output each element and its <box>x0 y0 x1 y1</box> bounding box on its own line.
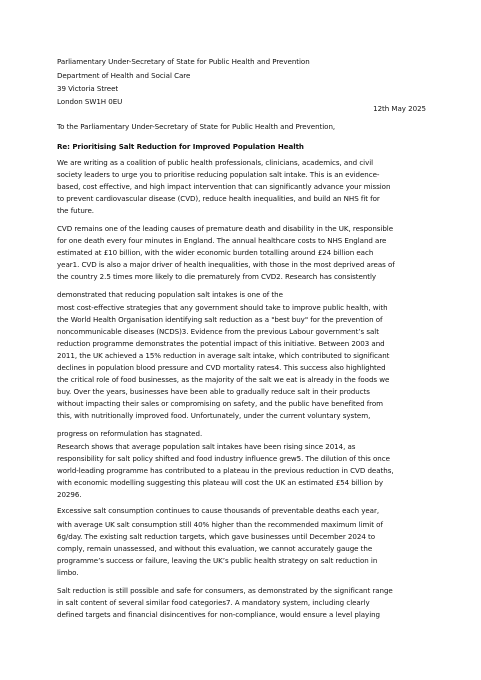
body-line: responsibility for salt policy shifted and food industry influence grew5. The dilution of this once <box>57 454 390 463</box>
body-line: 6g/day. The existing salt reduction targets, which gave businesses until December 2024 to <box>57 532 376 541</box>
body-line: year1. CVD is also a major driver of health inequalities, with those in the most deprived areas of <box>57 260 395 269</box>
recipient-city: London SW1H 0EU <box>57 97 123 106</box>
body-line: reduction programme demonstrates the potential impact of this initiative. Between 2003 and <box>57 339 385 348</box>
body-line: limbo. <box>57 568 79 577</box>
body-line: progress on reformulation has stagnated. <box>57 429 203 438</box>
body-line: Research shows that average population salt intakes have been rising since 2014, as <box>57 442 356 451</box>
body-line: defined targets and financial disincentives for non-compliance, would ensure a level playing <box>57 610 381 619</box>
body-line: with average UK salt consumption still 40% higher than the recommended maximum limit of <box>57 520 383 529</box>
letter-date: 12th May 2025 <box>373 104 426 113</box>
body-line: with economic modelling suggesting this plateau will cost the UK an estimated £54 billion by <box>57 478 383 487</box>
body-line: the country 2.5 times more likely to die prematurely from CVD2. Research has consistently <box>57 272 377 281</box>
body-line: the future. <box>57 206 94 215</box>
body-line: in salt content of several similar food categories7. A mandatory system, including clearly <box>57 598 370 607</box>
recipient-title: Parliamentary Under-Secretary of State for Public Health and Prevention <box>57 57 310 66</box>
body-line: most cost-effective strategies that any government should take to improve public health, with <box>57 303 388 312</box>
body-line: declines in population blood pressure and CVD mortality rates4. This success also highlighted <box>57 363 386 372</box>
salutation: To the Parliamentary Under-Secretary of State for Public Health and Prevention, <box>57 122 336 131</box>
body-line: estimated at £10 billion, with the wider economic burden totalling around £24 billion each <box>57 248 374 257</box>
recipient-department: Department of Health and Social Care <box>57 71 191 80</box>
body-line: the critical role of food businesses, as the majority of the salt we eat is already in the foods we <box>57 375 390 384</box>
recipient-street: 39 Victoria Street <box>57 84 119 93</box>
body-line: 20296. <box>57 490 82 499</box>
body-line: Salt reduction is still possible and safe for consumers, as demonstrated by the significant range <box>57 586 393 595</box>
body-line: world-leading programme has contributed to a plateau in the previous reduction in CVD deaths, <box>57 466 394 475</box>
body-line: without impacting their sales or compromising on safety, and the public have benefited from <box>57 399 384 408</box>
body-line: programme’s success or failure, leaving the UK’s public health strategy on salt reduction in <box>57 556 378 565</box>
body-line: noncommunicable diseases (NCDS)3. Evidence from the previous Labour government’s salt <box>57 327 379 336</box>
body-line: this, with nutritionally improved food. Unfortunately, under the current voluntary system, <box>57 411 371 420</box>
body-line: comply, remain unassessed, and without this evaluation, we cannot accurately gauge the <box>57 544 373 553</box>
body-line: the World Health Organisation identifying salt reduction as a "best buy" for the prevention of <box>57 315 383 324</box>
body-line: to prevent cardiovascular disease (CVD), reduce health inequalities, and build an NHS fit for <box>57 194 380 203</box>
body-line: buy. Over the years, businesses have been able to gradually reduce salt in their products <box>57 387 370 396</box>
subject-line: Re: Prioritising Salt Reduction for Improved Population Health <box>57 142 304 151</box>
body-line: demonstrated that reducing population salt intakes is one of the <box>57 290 283 299</box>
body-line: 2011, the UK achieved a 15% reduction in average salt intake, which contributed to significant <box>57 351 390 360</box>
body-line: Excessive salt consumption continues to cause thousands of preventable deaths each year, <box>57 506 380 515</box>
body-line: for one death every four minutes in England. The annual healthcare costs to NHS England are <box>57 236 387 245</box>
body-line: society leaders to urge you to prioritise reducing population salt intake. This is an evidence- <box>57 170 380 179</box>
body-line: We are writing as a coalition of public health professionals, clinicians, academics, and civil <box>57 158 374 167</box>
body-line: based, cost effective, and high impact intervention that can significantly advance your mission <box>57 182 391 191</box>
body-line: CVD remains one of the leading causes of premature death and disability in the UK, responsible <box>57 224 394 233</box>
